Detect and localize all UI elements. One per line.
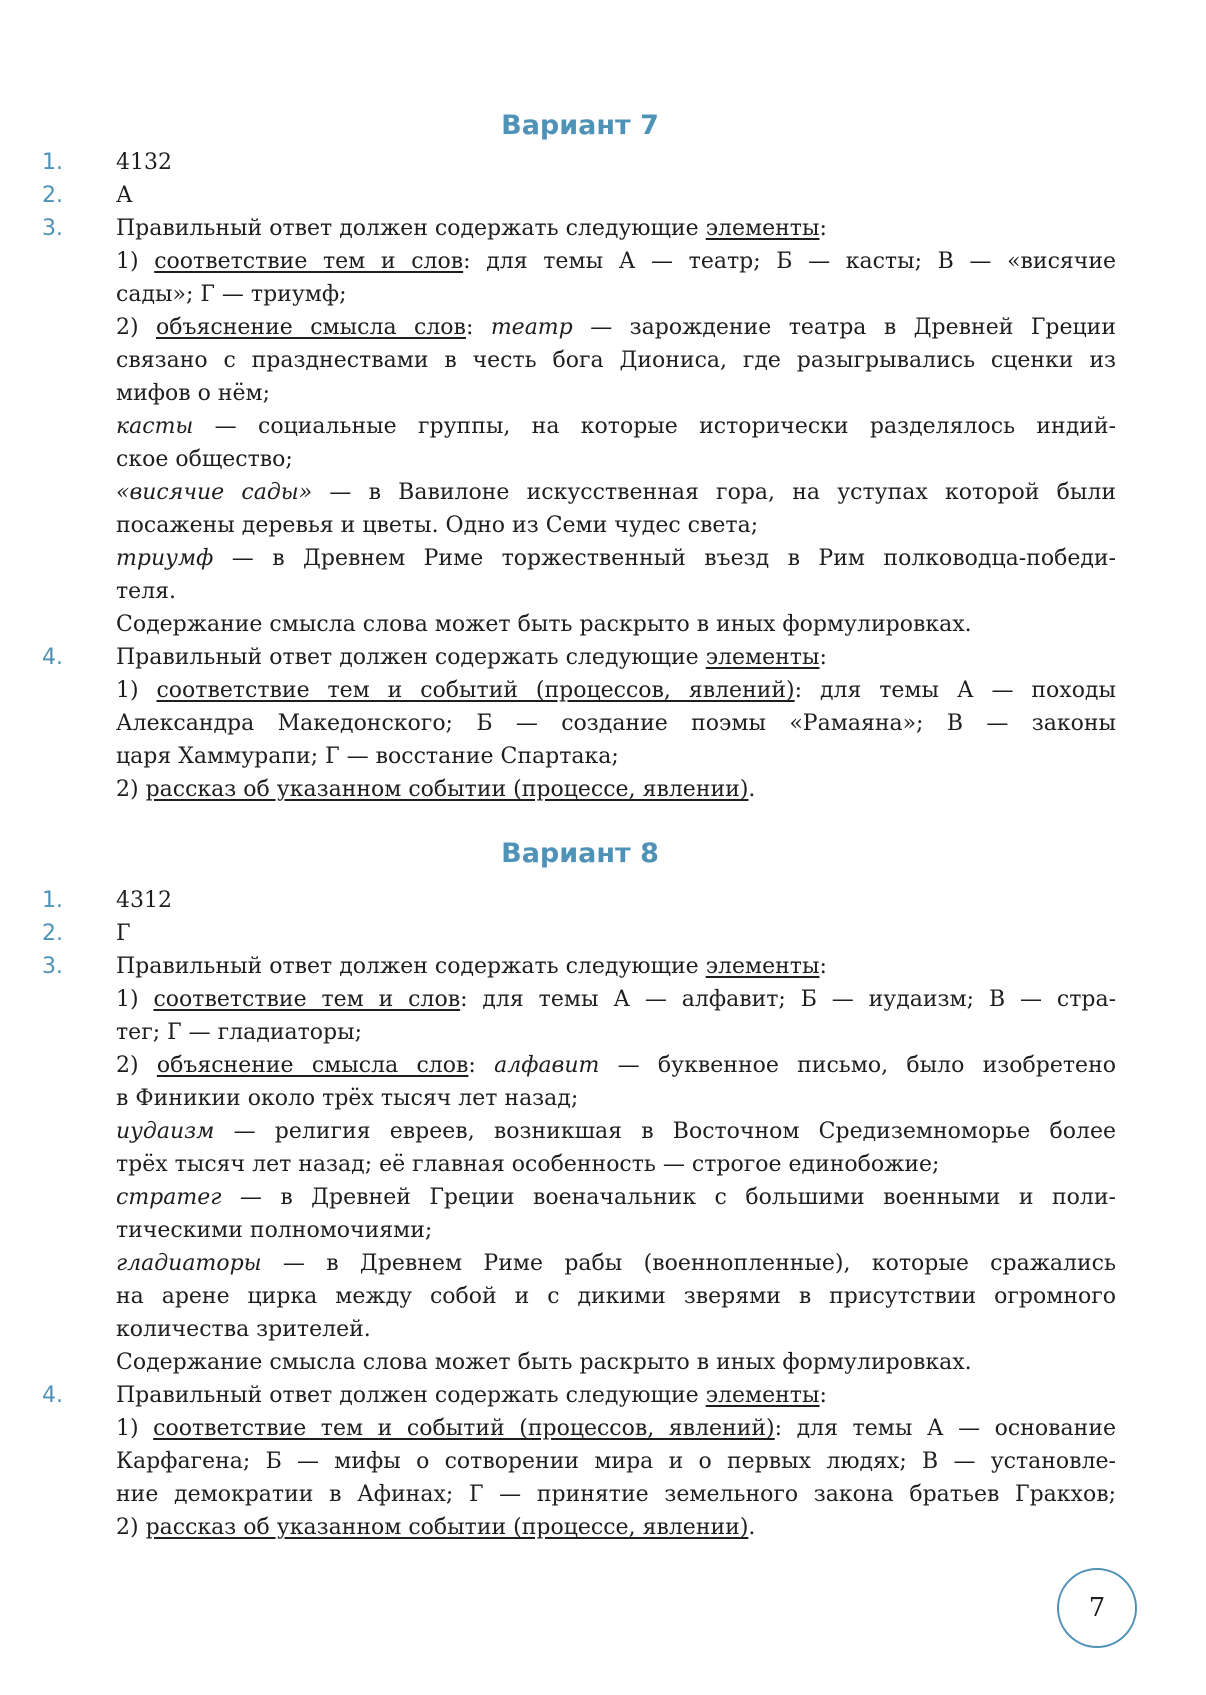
answer-line: теля. bbox=[116, 579, 177, 604]
answer-line: 1) соответствие тем и слов: для темы А — театр; Б — касты; В — «висячие bbox=[116, 249, 1117, 274]
answer-line: в Финикии около трёх тысяч лет назад; bbox=[116, 1086, 579, 1111]
italic-term: иудаизм bbox=[116, 1119, 215, 1144]
answer-line: 2) объяснение смысла слов: театр — зарождение театра в Древней Греции bbox=[116, 315, 1116, 340]
variant-7-title: Вариант 7 bbox=[501, 110, 659, 141]
underlined-term: соответствие тем и слов bbox=[153, 987, 461, 1012]
answer-line: 2) объяснение смысла слов: алфавит — буквенное письмо, было изобретено bbox=[116, 1053, 1116, 1078]
answer-line: царя Хаммурапи; Г — восстание Спартака; bbox=[116, 744, 619, 769]
variant-8-title: Вариант 8 bbox=[501, 838, 659, 869]
underlined-term: элементы bbox=[705, 645, 820, 670]
answer-line: 1) соответствие тем и слов: для темы А — алфавит; Б — иудаизм; В — стра- bbox=[116, 987, 1117, 1012]
answer-line: Содержание смысла слова может быть раскрыто в иных формулировках. bbox=[116, 612, 972, 637]
answer-line: ние демократии в Афинах; Г — принятие земельного закона братьев Гракхов; bbox=[116, 1482, 1116, 1507]
answer-line: касты — социальные группы, на которые исторически разделялось индий- bbox=[116, 414, 1116, 439]
answer-line: на арене цирка между собой и с дикими зверями в присутствии огромного bbox=[116, 1284, 1116, 1309]
answer-number: 3. bbox=[42, 216, 63, 241]
answer-line: посажены деревья и цветы. Одно из Семи чудес света; bbox=[116, 513, 759, 538]
answer-text: 4312 bbox=[116, 888, 172, 913]
answer-number: 1. bbox=[42, 150, 63, 175]
italic-term: алфавит bbox=[494, 1053, 600, 1078]
answer-number: 3. bbox=[42, 954, 63, 979]
page-number: 7 bbox=[1057, 1568, 1137, 1648]
underlined-term: элементы bbox=[705, 954, 820, 979]
answer-line: «висячие сады» — в Вавилоне искусственная гора, на уступах которой были bbox=[116, 480, 1116, 505]
answer-line: сады»; Г — триумф; bbox=[116, 282, 347, 307]
answer-line: 1) соответствие тем и событий (процессов, явлений): для темы А — походы bbox=[116, 678, 1116, 703]
underlined-term: элементы bbox=[705, 216, 820, 241]
underlined-term: элементы bbox=[705, 1383, 820, 1408]
answer-line: Правильный ответ должен содержать следующие элементы: bbox=[116, 645, 827, 670]
answer-number: 4. bbox=[42, 645, 63, 670]
answer-line: 2) рассказ об указанном событии (процессе, явлении). bbox=[116, 777, 756, 802]
answer-number: 2. bbox=[42, 921, 63, 946]
answer-4 bbox=[0, 641, 1116, 806]
answer-line: триумф — в Древнем Риме торжественный въезд в Рим полководца-победи- bbox=[116, 546, 1116, 571]
answer-line: иудаизм — религия евреев, возникшая в Восточном Средиземноморье более bbox=[116, 1119, 1116, 1144]
underlined-term: рассказ об указанном событии (процессе, явлении) bbox=[145, 1515, 749, 1540]
italic-term: стратег bbox=[116, 1185, 222, 1210]
answer-1 bbox=[0, 884, 1116, 917]
answer-line: Правильный ответ должен содержать следующие элементы: bbox=[116, 216, 827, 241]
italic-term: триумф bbox=[116, 546, 214, 571]
italic-term: гладиаторы bbox=[116, 1251, 262, 1276]
answer-3 bbox=[0, 950, 1116, 1379]
answer-line: ское общество; bbox=[116, 447, 293, 472]
answer-line: тическими полномочиями; bbox=[116, 1218, 433, 1243]
answer-text: Г bbox=[116, 921, 131, 946]
answer-number: 4. bbox=[42, 1383, 63, 1408]
variant-7-answers bbox=[0, 146, 1116, 806]
answer-line: гладиаторы — в Древнем Риме рабы (военнопленные), которые сражались bbox=[116, 1251, 1116, 1276]
underlined-term: рассказ об указанном событии (процессе, явлении) bbox=[145, 777, 749, 802]
italic-term: касты bbox=[116, 414, 194, 439]
answer-number: 1. bbox=[42, 888, 63, 913]
answer-number: 2. bbox=[42, 183, 63, 208]
answer-2 bbox=[0, 179, 1116, 212]
answer-1 bbox=[0, 146, 1116, 179]
answer-text: А bbox=[116, 183, 133, 208]
italic-term: «висячие сады» bbox=[116, 480, 313, 505]
underlined-term: соответствие тем и слов bbox=[154, 249, 464, 274]
answer-line: трёх тысяч лет назад; её главная особенность — строгое единобожие; bbox=[116, 1152, 940, 1177]
italic-term: театр bbox=[490, 315, 573, 340]
answer-line: Правильный ответ должен содержать следующие элементы: bbox=[116, 1383, 827, 1408]
answer-line: количества зрителей. bbox=[116, 1317, 371, 1342]
answer-line: стратег — в Древней Греции военачальник с большими военными и поли- bbox=[116, 1185, 1116, 1210]
answer-line: тег; Г — гладиаторы; bbox=[116, 1020, 363, 1045]
answer-2 bbox=[0, 917, 1116, 950]
underlined-term: соответствие тем и событий (процессов, явлений) bbox=[156, 678, 795, 703]
answer-4 bbox=[0, 1379, 1116, 1544]
answer-line: мифов о нём; bbox=[116, 381, 271, 406]
answer-line: 2) рассказ об указанном событии (процессе, явлении). bbox=[116, 1515, 756, 1540]
answer-3 bbox=[0, 212, 1116, 641]
answer-text: 4132 bbox=[116, 150, 172, 175]
underlined-term: объяснение смысла слов bbox=[156, 315, 466, 340]
answer-line: связано с празднествами в честь бога Диониса, где разыгрывались сценки из bbox=[116, 348, 1116, 373]
answer-line: Правильный ответ должен содержать следующие элементы: bbox=[116, 954, 827, 979]
underlined-term: соответствие тем и событий (процессов, явлений) bbox=[153, 1416, 775, 1441]
answer-line: Александра Македонского; Б — создание поэмы «Рамаяна»; В — законы bbox=[116, 711, 1116, 736]
underlined-term: объяснение смысла слов bbox=[156, 1053, 469, 1078]
answer-line: Содержание смысла слова может быть раскрыто в иных формулировках. bbox=[116, 1350, 972, 1375]
variant-8-answers bbox=[0, 884, 1116, 1544]
answer-line: Карфагена; Б — мифы о сотворении мира и о первых людях; В — установле- bbox=[116, 1449, 1116, 1474]
answer-line: 1) соответствие тем и событий (процессов, явлений): для темы А — основание bbox=[116, 1416, 1116, 1441]
